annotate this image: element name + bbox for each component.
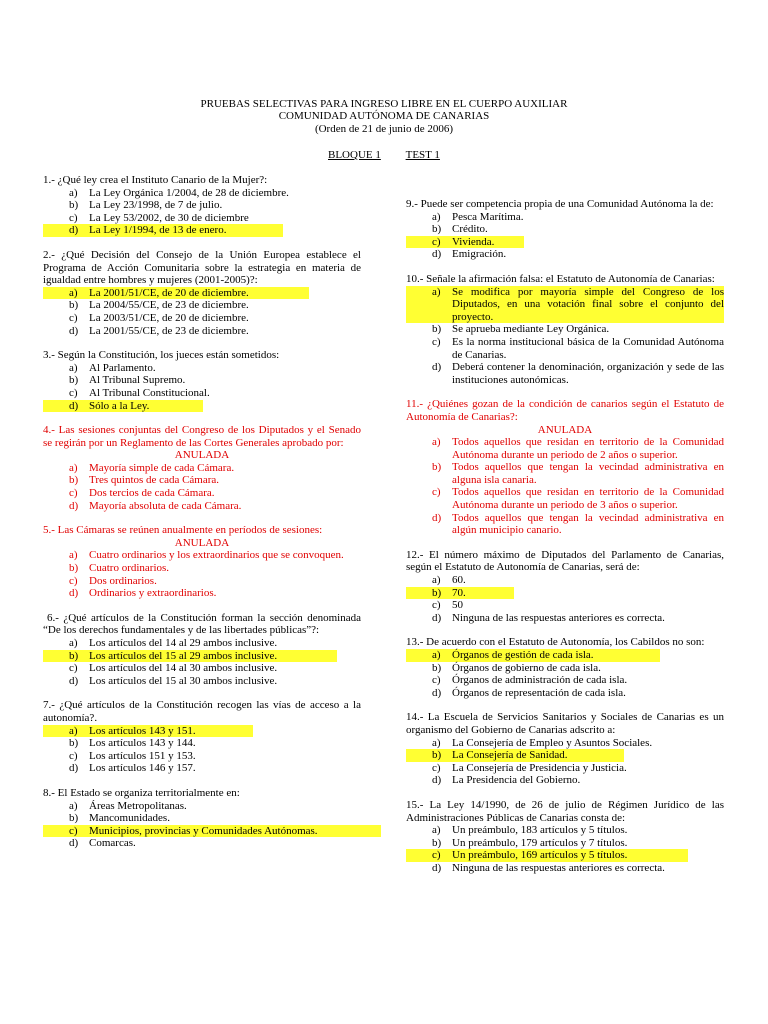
option-text: Un preámbulo, 183 artículos y 5 títulos. (452, 824, 628, 837)
option-text: Municipios, provincias y Comunidades Autónomas. (89, 824, 318, 837)
option-letter: a) (69, 186, 78, 199)
option-letter: a) (432, 285, 441, 298)
doc-title-line1: PRUEBAS SELECTIVAS PARA INGRESO LIBRE EN EL CUERPO AUXILIAR (200, 98, 568, 110)
option-d (43, 325, 361, 338)
question-7 (43, 699, 361, 775)
option-letter: b) (69, 474, 79, 487)
question-stem: 2.- ¿Qué Decisión del Consejo de la Unión Europea establece el Programa de Acción Comunitaria sobre la estrategia en materia de igualdad entre hombres y mujeres (2001-2005)?: (43, 248, 361, 287)
option-d (43, 762, 361, 775)
option-letter: c) (432, 335, 441, 348)
option-text: Al Tribunal Constitucional. (89, 386, 210, 399)
option-a-correct (43, 725, 253, 738)
option-letter: a) (432, 736, 441, 749)
option-d-correct (43, 400, 203, 413)
option-text: La 2001/55/CE, de 23 de diciembre. (89, 324, 249, 337)
option-text: Órganos de gestión de cada isla. (452, 649, 594, 661)
option-text: Dos ordinarios. (89, 574, 157, 587)
option-b (43, 562, 361, 575)
option-letter: c) (432, 761, 441, 774)
option-text: Todos aquellos que tengan la vecindad administrativa en algún municipio canario. (452, 511, 724, 537)
option-letter: d) (432, 861, 442, 874)
option-b-correct (406, 587, 514, 600)
option-text: Mayoría absoluta de cada Cámara. (89, 499, 242, 512)
option-letter: a) (69, 549, 78, 562)
option-letter: d) (69, 674, 79, 687)
option-b (406, 461, 724, 486)
option-letter: c) (432, 599, 441, 612)
option-text: La 2004/55/CE, de 23 de diciembre. (89, 299, 249, 312)
option-b (406, 837, 724, 850)
option-d (406, 687, 724, 700)
option-letter: d) (432, 774, 442, 787)
option-text: Mancomunidades. (89, 812, 170, 825)
option-text: Al Parlamento. (89, 361, 156, 374)
option-text: Sólo a la Ley. (89, 399, 150, 412)
option-c-correct (43, 825, 381, 838)
option-text: Los artículos del 15 al 30 ambos inclusive. (89, 674, 278, 687)
option-d (406, 612, 724, 625)
option-text: Ordinarios y extraordinarios. (89, 587, 217, 600)
question-stem: 11.- ¿Quiénes gozan de la condición de canarios según el Estatuto de Autonomía de Canarias?: (406, 398, 724, 423)
option-text: Órganos de gobierno de cada isla. (452, 661, 601, 674)
option-a (43, 800, 361, 813)
option-text: Mayoría simple de cada Cámara. (89, 461, 235, 474)
option-text: 60. (452, 574, 466, 587)
bloque-label: BLOQUE 1 (328, 149, 381, 161)
option-letter: b) (69, 737, 79, 750)
question-5-annulled (43, 524, 361, 600)
question-8 (43, 787, 361, 850)
option-letter: c) (69, 662, 78, 675)
option-a-correct (43, 287, 309, 300)
option-letter: b) (432, 323, 442, 336)
option-text: Los artículos del 14 al 29 ambos inclusive. (89, 637, 278, 649)
option-text: Deberá contener la denominación, organización y sede de las instituciones autonómicas. (452, 361, 724, 386)
option-text: Emigración. (452, 248, 507, 261)
option-b (43, 737, 361, 750)
option-text: Áreas Metropolitanas. (89, 799, 187, 812)
option-letter: d) (432, 511, 442, 524)
option-letter: b) (69, 649, 79, 662)
option-a-correct (406, 286, 724, 324)
option-b-correct (43, 650, 337, 663)
question-stem: 12.- El número máximo de Diputados del Parlamento de Canarias, según el Estatuto de Autonomía de Canarias, será de: (406, 548, 724, 574)
option-text: Órganos de administración de cada isla. (452, 674, 628, 687)
option-letter: c) (432, 235, 441, 248)
option-letter: b) (432, 586, 442, 599)
option-letter: b) (69, 812, 79, 825)
option-d (43, 675, 361, 688)
option-a (43, 462, 361, 475)
option-text: La 2001/51/CE, de 20 de diciembre. (89, 286, 249, 299)
option-letter: a) (432, 210, 441, 223)
option-a (406, 737, 724, 750)
option-letter: a) (69, 637, 78, 649)
question-stem: 8.- El Estado se organiza territorialmente en: (43, 786, 240, 799)
question-12 (406, 549, 724, 625)
option-c (43, 750, 361, 763)
option-c (43, 387, 361, 400)
option-a (43, 549, 361, 562)
option-letter: c) (69, 487, 78, 500)
option-c (406, 486, 724, 511)
question-stem: 13.- De acuerdo con el Estatuto de Autonomía, los Cabildos no son: (406, 636, 705, 649)
option-text: Órganos de representación de cada isla. (452, 686, 626, 699)
option-d (406, 862, 724, 875)
option-text: Los artículos del 15 al 29 ambos inclusive. (89, 649, 278, 662)
option-letter: d) (432, 686, 442, 699)
option-letter: b) (69, 299, 79, 312)
question-stem: 10.- Señale la afirmación falsa: el Estatuto de Autonomía de Canarias: (406, 272, 715, 285)
option-text: Todos aquellos que tengan la vecindad administrativa en alguna isla canaria. (452, 461, 724, 486)
option-text: Se aprueba mediante Ley Orgánica. (452, 323, 610, 336)
option-letter: a) (432, 574, 441, 587)
option-c (43, 575, 361, 588)
option-text: Los artículos 143 y 144. (89, 737, 196, 750)
option-letter: c) (69, 211, 78, 224)
option-a (406, 824, 724, 837)
option-a (406, 574, 724, 587)
option-letter: a) (432, 436, 441, 449)
option-text: Pesca Marítima. (452, 210, 524, 223)
option-d (43, 837, 361, 850)
option-text: Un preámbulo, 169 artículos y 5 títulos. (452, 849, 628, 862)
question-6 (43, 612, 361, 688)
option-a (406, 211, 724, 224)
option-text: Tres quintos de cada Cámara. (89, 474, 220, 487)
option-letter: d) (69, 587, 79, 600)
option-text: Vivienda. (452, 235, 495, 248)
option-b (43, 474, 361, 487)
option-d (43, 587, 361, 600)
annulled-label: ANULADA (174, 449, 230, 462)
question-2 (43, 249, 361, 337)
question-13 (406, 636, 724, 699)
option-b-correct (406, 749, 624, 762)
option-a-correct (406, 649, 660, 662)
option-d (406, 361, 724, 386)
option-letter: b) (69, 199, 79, 212)
question-stem: 6.- ¿Qué artículos de la Constitución forman la sección denominada “De los derechos fundamentales y de las libertades públicas”?: (43, 611, 361, 637)
option-letter: a) (69, 724, 78, 737)
question-stem: 1.- ¿Qué ley crea el Instituto Canario de la Mujer?: (43, 174, 268, 186)
question-stem: 4.- Las sesiones conjuntas del Congreso de los Diputados y el Senado se regirán por un Reglamento de las Cortes Generales aprobado por: (43, 424, 361, 449)
right-column (406, 198, 724, 887)
option-text: Todos aquellos que residan en territorio de la Comunidad Autónoma durante un periodo de 2 años o superior. (452, 436, 724, 461)
option-letter: d) (432, 611, 442, 624)
option-text: La Consejería de Presidencia y Justicia. (452, 761, 627, 774)
option-letter: d) (69, 324, 79, 337)
option-letter: b) (432, 836, 442, 849)
option-b (43, 812, 361, 825)
question-9 (406, 198, 724, 261)
option-b (406, 323, 724, 336)
option-letter: a) (69, 799, 78, 812)
option-b (43, 299, 361, 312)
option-text: La Ley 1/1994, de 13 de enero. (89, 224, 227, 237)
question-stem: 7.- ¿Qué artículos de la Constitución recogen las vías de acceso a la autonomía?. (43, 699, 361, 724)
option-text: Cuatro ordinarios y los extraordinarios que se convoquen. (89, 549, 344, 562)
option-text: La Consejería de Sanidad. (452, 749, 568, 762)
option-letter: c) (69, 574, 78, 587)
option-letter: b) (432, 661, 442, 674)
option-c-correct (406, 849, 688, 862)
option-letter: d) (432, 248, 442, 261)
option-letter: c) (432, 849, 441, 862)
option-b (406, 223, 724, 236)
option-text: Comarcas. (89, 837, 136, 850)
option-b (43, 374, 361, 387)
option-c (406, 336, 724, 361)
option-d (406, 248, 724, 261)
option-letter: c) (69, 824, 78, 837)
option-letter: c) (69, 311, 78, 324)
question-stem: 15.- La Ley 14/1990, de 26 de julio de Régimen Jurídico de las Administraciones Públicas de Canarias consta de: (406, 798, 724, 824)
option-text: 70. (452, 586, 466, 599)
option-text: La Ley 23/1998, de 7 de julio. (89, 199, 223, 212)
option-text: La Ley 53/2002, de 30 de diciembre (89, 211, 249, 224)
annulled-label: ANULADA (174, 536, 230, 549)
option-letter: b) (432, 223, 442, 236)
question-1 (43, 174, 361, 237)
option-c (406, 762, 724, 775)
question-stem: 3.- Según la Constitución, los jueces están sometidos: (43, 349, 280, 362)
option-letter: a) (69, 286, 78, 299)
question-stem: 5.- Las Cámaras se reúnen anualmente en períodos de sesiones: (43, 524, 323, 537)
option-text: Un preámbulo, 179 artículos y 7 títulos. (452, 836, 628, 849)
option-c-correct (406, 236, 524, 249)
option-c (43, 662, 361, 675)
option-a (43, 362, 361, 375)
doc-title-line3: (Orden de 21 de junio de 2006) (314, 123, 454, 135)
option-text: Crédito. (452, 223, 488, 236)
option-text: Cuatro ordinarios. (89, 562, 170, 575)
question-stem: 9.- Puede ser competencia propia de una Comunidad Autónoma la de: (406, 198, 714, 210)
option-text: Dos tercios de cada Cámara. (89, 487, 215, 500)
option-text: Los artículos 146 y 157. (89, 762, 196, 775)
option-d (43, 500, 361, 513)
option-letter: a) (69, 461, 78, 474)
option-c (406, 599, 724, 612)
option-d-correct (43, 224, 283, 237)
option-letter: a) (69, 361, 78, 374)
option-letter: b) (432, 461, 442, 474)
option-letter: a) (432, 649, 441, 661)
option-letter: c) (69, 386, 78, 399)
option-text: Ninguna de las respuestas anteriores es correcta. (452, 611, 665, 624)
option-letter: d) (432, 361, 442, 374)
option-letter: d) (69, 499, 79, 512)
option-letter: b) (69, 562, 79, 575)
question-4-annulled (43, 424, 361, 512)
option-letter: d) (69, 837, 79, 850)
option-a (43, 187, 361, 200)
question-10 (406, 273, 724, 386)
option-text: Los artículos del 14 al 30 ambos inclusive. (89, 662, 278, 675)
option-b (406, 662, 724, 675)
option-letter: b) (432, 749, 442, 762)
test-label: TEST 1 (405, 149, 440, 161)
option-a (43, 637, 361, 650)
option-text: La 2003/51/CE, de 20 de diciembre. (89, 311, 249, 324)
option-letter: c) (432, 486, 441, 499)
option-text: La Consejería de Empleo y Asuntos Sociales. (452, 736, 653, 749)
doc-title-line2: COMUNIDAD AUTÓNOMA DE CANARIAS (278, 110, 490, 122)
option-d (406, 512, 724, 537)
section-heading (328, 149, 440, 162)
question-stem: 14.- La Escuela de Servicios Sanitarios y Sociales de Canarias es un organismo del Gobierno de Canarias adscrito a: (406, 711, 724, 736)
question-11-annulled (406, 398, 724, 537)
option-letter: a) (432, 824, 441, 837)
option-letter: c) (432, 674, 441, 687)
option-c (43, 312, 361, 325)
question-14 (406, 711, 724, 787)
option-letter: d) (69, 399, 79, 412)
option-text: Se modifica por mayoría simple del Congreso de los Diputados, en una votación final sobre el conjunto del proyecto. (452, 285, 724, 323)
option-letter: b) (69, 374, 79, 387)
annulled-label: ANULADA (537, 423, 593, 436)
option-text: La Ley Orgánica 1/2004, de 28 de diciembre. (89, 186, 289, 199)
option-c (43, 212, 361, 225)
option-text: 50 (452, 599, 463, 612)
option-a (406, 436, 724, 461)
question-3 (43, 349, 361, 412)
option-text: Al Tribunal Supremo. (89, 374, 186, 387)
option-text: Los artículos 151 y 153. (89, 749, 196, 762)
option-d (406, 774, 724, 787)
option-letter: d) (69, 224, 79, 237)
option-text: Ninguna de las respuestas anteriores es correcta. (452, 861, 665, 874)
option-b (43, 199, 361, 212)
left-column (43, 174, 361, 862)
option-letter: d) (69, 762, 79, 775)
option-letter: c) (69, 749, 78, 762)
option-text: Es la norma institucional básica de la Comunidad Autónoma de Canarias. (452, 335, 724, 361)
option-c (406, 674, 724, 687)
option-text: Todos aquellos que residan en territorio de la Comunidad Autónoma durante un periodo de 3 años o superior. (452, 486, 724, 512)
option-text: La Presidencia del Gobierno. (452, 774, 581, 787)
option-text: Los artículos 143 y 151. (89, 724, 196, 737)
question-15 (406, 799, 724, 875)
option-c (43, 487, 361, 500)
